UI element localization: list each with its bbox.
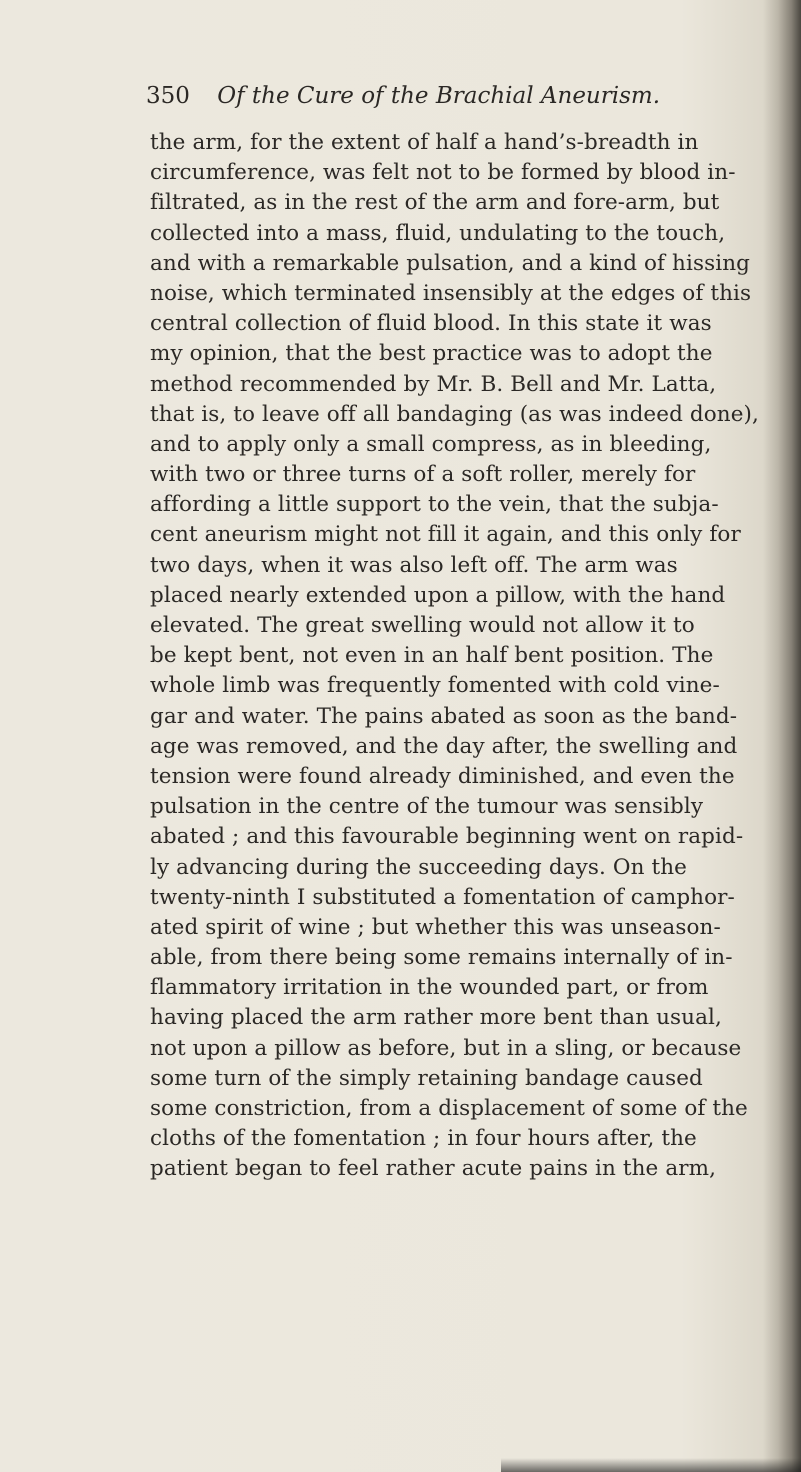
running-title: Of the Cure of the Brachial Aneurism.	[217, 83, 661, 109]
text-line: gar and water. The pains abated as soon as the band-	[150, 703, 738, 729]
page-bottom-shadow	[501, 1458, 801, 1472]
text-line: placed nearly extended upon a pillow, with the hand	[150, 582, 726, 608]
text-line: ated spirit of wine ; but whether this was unseason-	[150, 914, 721, 940]
text-line: collected into a mass, fluid, undulating to the touch,	[150, 220, 726, 246]
text-line: method recommended by Mr. B. Bell and Mr. Latta,	[150, 371, 717, 397]
text-line: pulsation in the centre of the tumour was sensibly	[150, 794, 704, 820]
running-header	[146, 83, 746, 123]
text-line: elevated. The great swelling would not allow it to	[150, 613, 695, 638]
text-line: whole limb was frequently fomented with cold vine-	[150, 673, 720, 699]
text-line: able, from there being some remains internally of in-	[150, 945, 733, 971]
text-line: tension were found already diminished, and even the	[150, 763, 735, 789]
text-line: flammatory irritation in the wounded part, or from	[150, 975, 709, 1001]
text-line: my opinion, that the best practice was to adopt the	[150, 341, 713, 367]
text-line: cloths of the fomentation ; in four hours after, the	[150, 1126, 697, 1152]
text-line: and to apply only a small compress, as in bleeding,	[150, 431, 712, 457]
text-line: abated ; and this favourable beginning went on rapid-	[150, 824, 744, 850]
text-line: circumference, was felt not to be formed by blood in-	[150, 160, 736, 186]
text-line: some turn of the simply retaining bandage caused	[150, 1065, 703, 1091]
text-line: and with a remarkable pulsation, and a kind of hissing	[150, 250, 751, 276]
text-line: noise, which terminated insensibly at the edges of this	[150, 280, 752, 306]
text-line: be kept bent, not even in an half bent position. The	[150, 643, 714, 669]
text-line: ly advancing during the succeeding days. On the	[150, 854, 688, 880]
text-line: with two or three turns of a soft roller, merely for	[150, 462, 696, 488]
text-line: that is, to leave off all bandaging (as was indeed done),	[150, 401, 759, 427]
text-line: age was removed, and the day after, the swelling and	[150, 733, 738, 759]
text-line: two days, when it was also left off. The arm was	[150, 552, 678, 578]
text-line: having placed the arm rather more bent than usual,	[150, 1005, 722, 1031]
text-line: central collection of fluid blood. In this state it was	[150, 311, 712, 337]
text-line: filtrated, as in the rest of the arm and fore-arm, but	[150, 190, 720, 216]
body-text	[150, 128, 770, 1185]
text-line: affording a little support to the vein, that the subja-	[150, 492, 719, 518]
text-line: twenty-ninth I substituted a fomentation of camphor-	[150, 884, 735, 910]
page-number: 350	[146, 83, 190, 109]
text-line: patient began to feel rather acute pains in the arm,	[150, 1156, 717, 1182]
text-line: the arm, for the extent of half a hand’s-breadth in	[150, 130, 699, 155]
text-line: cent aneurism might not fill it again, and this only for	[150, 522, 741, 548]
text-line: some constriction, from a displacement of some of the	[150, 1096, 748, 1121]
text-line: not upon a pillow as before, but in a sling, or because	[150, 1035, 742, 1061]
